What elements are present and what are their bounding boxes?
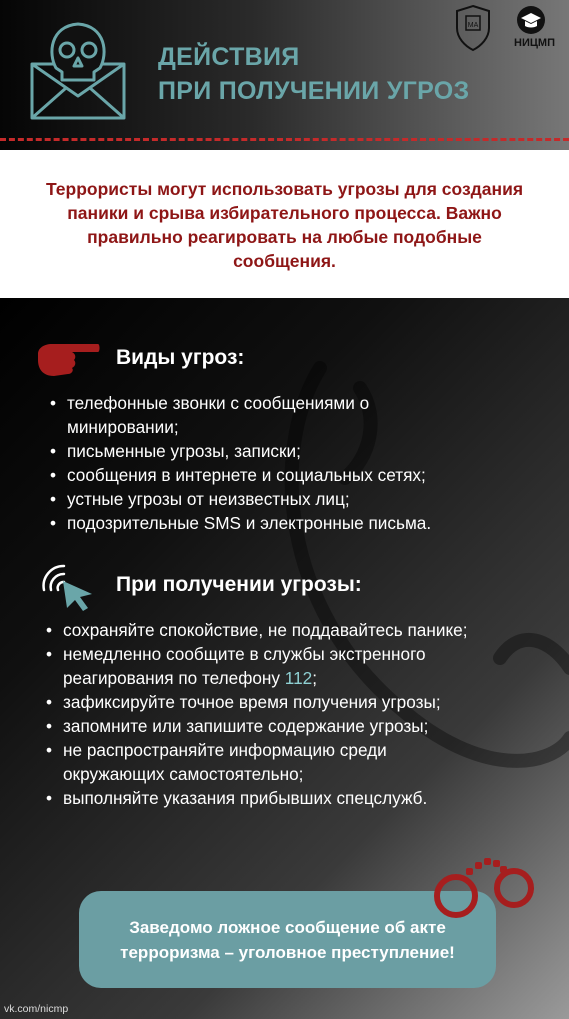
skull-envelope-icon	[28, 18, 128, 122]
intro-text: Террористы могут использовать угрозы для создания паники и срыва избирательного процесса. Важно правильно реагировать на любые подобные сообщения.	[45, 179, 524, 271]
graduation-cap-logo	[517, 6, 545, 34]
page-title	[158, 40, 470, 108]
list-item: • сохраняйте спокойствие, не поддавайтесь панике;	[46, 618, 546, 642]
intro-panel	[0, 150, 569, 298]
list-item: • подозрительные SMS и электронные письма.	[50, 511, 540, 535]
threat-types-list	[50, 391, 540, 535]
list-item: • устные угрозы от неизвестных лиц;	[50, 487, 540, 511]
list-item: • зафиксируйте точное время получения угрозы;	[46, 690, 546, 714]
svg-text:МА: МА	[467, 22, 479, 29]
title-line-2: ПРИ ПОЛУЧЕНИИ УГРОЗ	[158, 77, 470, 105]
emergency-number: 112	[284, 668, 313, 688]
header	[0, 0, 569, 150]
actions-title: При получении угрозы:	[116, 573, 362, 596]
list-item: • не распространяйте информацию среди окружающих самостоятельно;	[46, 738, 546, 786]
shield-emblem-logo	[457, 6, 489, 50]
list-item-suffix: ;	[312, 668, 317, 688]
dashed-divider	[0, 138, 569, 141]
callout-text: Заведомо ложное сообщение об акте терроризма – уголовное преступление!	[120, 917, 455, 962]
list-item: • сообщения в интернете и социальных сетях;	[50, 463, 540, 487]
title-line-1: ДЕЙСТВИЯ	[158, 43, 300, 71]
logo-label: НИЦМП	[514, 37, 555, 49]
list-item: • выполняйте указания прибывших спецслужб.	[46, 786, 546, 810]
footer-link[interactable]: vk.com/nicmp	[4, 1003, 69, 1015]
threat-types-title: Виды угроз:	[116, 346, 245, 369]
list-item	[46, 642, 546, 690]
handcuffs-icon	[430, 846, 538, 926]
actions-list	[46, 618, 546, 810]
pointing-hand-icon	[36, 340, 100, 380]
list-item: • телефонные звонки с сообщениями о минировании;	[50, 391, 540, 439]
main-content	[0, 298, 569, 1019]
cursor-click-icon	[36, 560, 96, 612]
list-item: • запомните или запишите содержание угрозы;	[46, 714, 546, 738]
list-item-text: немедленно сообщите в службы экстренного реагирования по телефону	[63, 644, 426, 688]
list-item: • письменные угрозы, записки;	[50, 439, 540, 463]
